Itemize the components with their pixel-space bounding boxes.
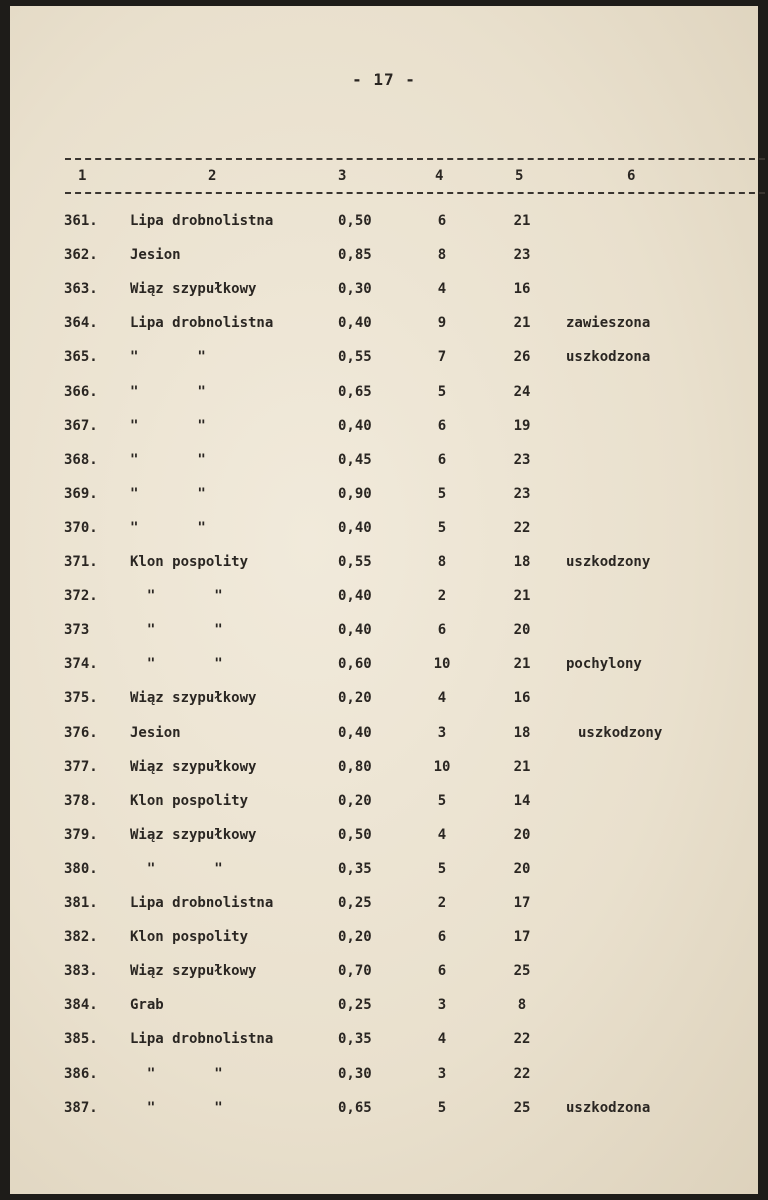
diameter-value: 0,25 xyxy=(338,895,372,911)
row-number: 371. xyxy=(64,554,98,570)
remark: uszkodzony xyxy=(566,554,651,570)
row-number: 383. xyxy=(64,963,98,980)
column-header-1: 1 xyxy=(78,168,87,184)
row-number: 382. xyxy=(64,929,98,946)
diameter-value: 0,30 xyxy=(338,281,372,298)
species-name: Wiąz szypułkowy xyxy=(130,281,257,298)
row-number: 381. xyxy=(64,895,98,911)
column-header-4: 4 xyxy=(435,168,444,184)
row-number: 368. xyxy=(64,451,98,468)
table-row xyxy=(10,723,758,757)
table-row xyxy=(10,961,758,995)
species-name: Wiąz szypułkowy xyxy=(130,758,257,775)
column-4-value: 5 xyxy=(437,860,447,877)
species-name: Lipa drobnolistna xyxy=(130,315,274,332)
table-row xyxy=(10,688,758,722)
diameter-value: 0,80 xyxy=(338,758,372,775)
table-header xyxy=(10,166,758,200)
column-4-value: 10 xyxy=(433,656,451,673)
diameter-value: 0,65 xyxy=(338,1099,372,1116)
column-5-value: 22 xyxy=(513,1031,531,1048)
column-5-value: 18 xyxy=(513,554,531,570)
column-4-value: 10 xyxy=(433,758,451,775)
species-name: Lipa drobnolistna xyxy=(130,213,274,229)
row-number: 369. xyxy=(64,485,98,502)
species-name: Klon pospolity xyxy=(130,554,249,570)
column-5-value: 17 xyxy=(513,929,531,946)
species-name: Jesion xyxy=(130,724,181,741)
row-number: 364. xyxy=(64,315,98,332)
column-5-value: 25 xyxy=(513,963,531,980)
species-name: " " xyxy=(130,860,223,877)
column-5-value: 23 xyxy=(513,247,531,264)
row-number: 366. xyxy=(64,383,98,400)
column-4-value: 4 xyxy=(437,690,447,707)
species-name: " " xyxy=(130,588,223,605)
table-row xyxy=(10,654,758,688)
column-4-value: 7 xyxy=(437,349,447,366)
column-5-value: 23 xyxy=(513,451,531,468)
row-number: 374. xyxy=(64,656,98,673)
column-5-value: 22 xyxy=(513,519,531,536)
species-name: " " xyxy=(130,622,223,639)
species-name: " " xyxy=(130,1065,223,1082)
diameter-value: 0,25 xyxy=(338,997,372,1014)
column-5-value: 21 xyxy=(513,588,531,605)
column-4-value: 4 xyxy=(437,281,447,298)
diameter-value: 0,55 xyxy=(338,349,372,366)
table-row xyxy=(10,825,758,859)
table-row xyxy=(10,552,758,586)
column-4-value: 5 xyxy=(437,485,447,502)
diameter-value: 0,85 xyxy=(338,247,372,264)
column-4-value: 4 xyxy=(437,1031,447,1048)
diameter-value: 0,40 xyxy=(338,519,372,536)
row-number: 370. xyxy=(64,519,98,536)
table-header-rule xyxy=(65,192,765,194)
row-number: 373 xyxy=(64,622,90,639)
species-name: " " xyxy=(130,519,206,536)
column-4-value: 2 xyxy=(437,895,447,911)
diameter-value: 0,20 xyxy=(338,690,372,707)
column-header-6: 6 xyxy=(627,168,636,184)
column-4-value: 6 xyxy=(437,451,447,468)
column-4-value: 5 xyxy=(437,792,447,809)
row-number: 385. xyxy=(64,1031,98,1048)
column-5-value: 21 xyxy=(513,758,531,775)
column-4-value: 5 xyxy=(437,383,447,400)
row-number: 367. xyxy=(64,417,98,434)
table-row xyxy=(10,279,758,313)
species-name: Wiąz szypułkowy xyxy=(130,690,257,707)
diameter-value: 0,50 xyxy=(338,826,372,843)
row-number: 376. xyxy=(64,724,98,741)
table-row xyxy=(10,586,758,620)
table-row xyxy=(10,484,758,518)
table-row xyxy=(10,995,758,1029)
column-4-value: 5 xyxy=(437,519,447,536)
table-row xyxy=(10,620,758,654)
column-5-value: 26 xyxy=(513,349,531,366)
species-name: Lipa drobnolistna xyxy=(130,1031,274,1048)
column-5-value: 16 xyxy=(513,690,531,707)
row-number: 362. xyxy=(64,247,98,264)
column-4-value: 3 xyxy=(437,724,447,741)
remark: uszkodzona xyxy=(566,349,651,366)
table-row xyxy=(10,450,758,484)
table-row xyxy=(10,313,758,347)
table-row xyxy=(10,893,758,927)
diameter-value: 0,50 xyxy=(338,213,372,229)
species-name: Klon pospolity xyxy=(130,792,249,809)
table-row xyxy=(10,245,758,279)
species-name: " " xyxy=(130,485,206,502)
column-4-value: 6 xyxy=(437,963,447,980)
row-number: 365. xyxy=(64,349,98,366)
column-4-value: 6 xyxy=(437,929,447,946)
diameter-value: 0,65 xyxy=(338,383,372,400)
column-5-value: 25 xyxy=(513,1099,531,1116)
column-5-value: 20 xyxy=(513,622,531,639)
remark: uszkodzona xyxy=(566,1099,651,1116)
column-5-value: 21 xyxy=(513,213,531,229)
diameter-value: 0,55 xyxy=(338,554,372,570)
table-row xyxy=(10,859,758,893)
column-5-value: 8 xyxy=(517,997,527,1014)
diameter-value: 0,40 xyxy=(338,622,372,639)
row-number: 380. xyxy=(64,860,98,877)
column-5-value: 24 xyxy=(513,383,531,400)
diameter-value: 0,20 xyxy=(338,792,372,809)
species-name: Grab xyxy=(130,997,164,1014)
table-row xyxy=(10,791,758,825)
species-name: " " xyxy=(130,656,223,673)
column-5-value: 17 xyxy=(513,895,531,911)
column-header-2: 2 xyxy=(208,168,217,184)
diameter-value: 0,60 xyxy=(338,656,372,673)
diameter-value: 0,20 xyxy=(338,929,372,946)
column-4-value: 3 xyxy=(437,997,447,1014)
species-name: Klon pospolity xyxy=(130,929,249,946)
row-number: 375. xyxy=(64,690,98,707)
species-name: Wiąz szypułkowy xyxy=(130,963,257,980)
column-4-value: 6 xyxy=(437,622,447,639)
page-number: - 17 - xyxy=(352,70,416,89)
row-number: 378. xyxy=(64,792,98,809)
diameter-value: 0,40 xyxy=(338,315,372,332)
column-5-value: 23 xyxy=(513,485,531,502)
column-header-3: 3 xyxy=(338,168,347,184)
column-4-value: 4 xyxy=(437,826,447,843)
species-name: " " xyxy=(130,1099,223,1116)
column-4-value: 6 xyxy=(437,417,447,434)
row-number: 386. xyxy=(64,1065,98,1082)
row-number: 372. xyxy=(64,588,98,605)
row-number: 363. xyxy=(64,281,98,298)
column-4-value: 8 xyxy=(437,554,447,570)
column-5-value: 16 xyxy=(513,281,531,298)
table-row xyxy=(10,1064,758,1098)
species-name: " " xyxy=(130,417,206,434)
diameter-value: 0,40 xyxy=(338,588,372,605)
table-row xyxy=(10,416,758,450)
column-5-value: 19 xyxy=(513,417,531,434)
table-row xyxy=(10,1098,758,1132)
column-4-value: 6 xyxy=(437,213,447,229)
table-row xyxy=(10,1029,758,1063)
diameter-value: 0,40 xyxy=(338,724,372,741)
column-5-value: 14 xyxy=(513,792,531,809)
table-row xyxy=(10,382,758,416)
column-5-value: 20 xyxy=(513,860,531,877)
species-name: Jesion xyxy=(130,247,181,264)
column-5-value: 18 xyxy=(513,724,531,741)
diameter-value: 0,45 xyxy=(338,451,372,468)
column-4-value: 5 xyxy=(437,1099,447,1116)
column-5-value: 21 xyxy=(513,656,531,673)
remark: uszkodzony xyxy=(578,724,663,741)
table-row xyxy=(10,927,758,961)
column-header-5: 5 xyxy=(515,168,524,184)
species-name: " " xyxy=(130,383,206,400)
remark: zawieszona xyxy=(566,315,651,332)
row-number: 384. xyxy=(64,997,98,1014)
species-name: " " xyxy=(130,451,206,468)
species-name: Wiąz szypułkowy xyxy=(130,826,257,843)
row-number: 361. xyxy=(64,213,98,229)
row-number: 387. xyxy=(64,1099,98,1116)
column-4-value: 9 xyxy=(437,315,447,332)
column-4-value: 8 xyxy=(437,247,447,264)
diameter-value: 0,35 xyxy=(338,1031,372,1048)
table-top-rule xyxy=(65,158,765,160)
species-name: " " xyxy=(130,349,206,366)
diameter-value: 0,90 xyxy=(338,485,372,502)
diameter-value: 0,35 xyxy=(338,860,372,877)
column-5-value: 21 xyxy=(513,315,531,332)
remark: pochylony xyxy=(566,656,642,673)
row-number: 377. xyxy=(64,758,98,775)
document-page xyxy=(10,6,758,1194)
row-number: 379. xyxy=(64,826,98,843)
diameter-value: 0,70 xyxy=(338,963,372,980)
table-row xyxy=(10,518,758,552)
table-row xyxy=(10,211,758,245)
column-4-value: 3 xyxy=(437,1065,447,1082)
column-4-value: 2 xyxy=(437,588,447,605)
species-name: Lipa drobnolistna xyxy=(130,895,274,911)
column-5-value: 22 xyxy=(513,1065,531,1082)
diameter-value: 0,40 xyxy=(338,417,372,434)
table-row xyxy=(10,757,758,791)
table-row xyxy=(10,347,758,381)
diameter-value: 0,30 xyxy=(338,1065,372,1082)
column-5-value: 20 xyxy=(513,826,531,843)
